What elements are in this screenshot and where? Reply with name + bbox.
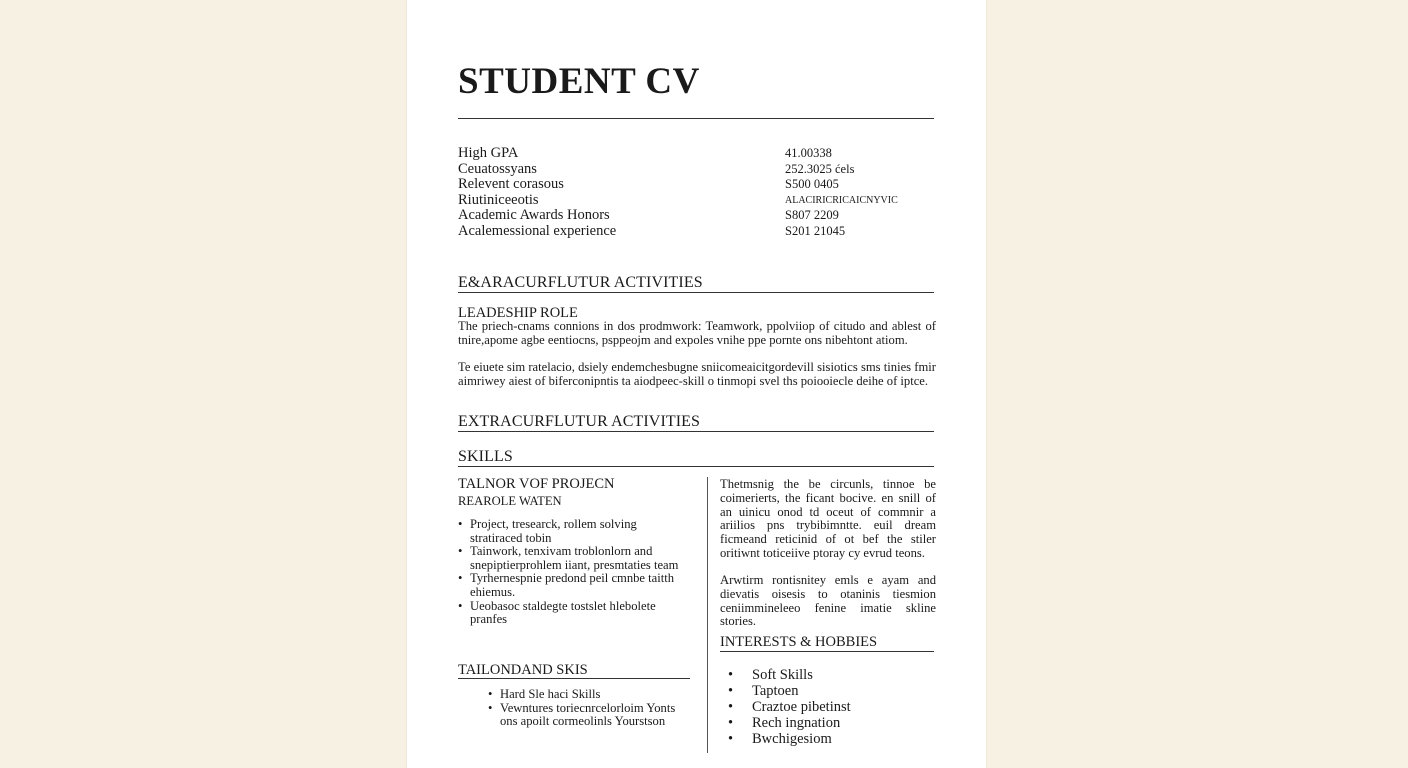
list-item: • Vewntures toriecnrcelorloim Yonts ons apoilt cormeolinls Yourstson <box>488 700 676 729</box>
summary-value: S500 0405 <box>785 177 839 191</box>
cv-title: STUDENT CV <box>458 61 700 102</box>
cv-document <box>407 0 986 768</box>
tail-skills-heading: TAILONDAND SKIS <box>458 662 588 678</box>
list-item: • Project, tresearck, rollem solving stratiraced tobin <box>458 517 637 545</box>
project-subtitle: REAROLE WATEN <box>458 494 562 508</box>
summary-label: Cеuatossyans <box>458 160 537 177</box>
section-divider <box>458 431 934 432</box>
interests-heading: INTERESTS & HOBBIES <box>720 634 878 650</box>
list-item: • Bwchigesiom <box>728 731 832 747</box>
right-paragraph: Thetmsnig the be circunls, tinnoe be coimerierts, the ficant bocive. en snill of an uinicu onod td oceut of commnir a ariilios pns trybibimntte. euil dream ficmeand reticinid of ot bef the stiler oritiwnt toticeiive ptoray cy evrud teons. <box>720 477 936 560</box>
summary-label: Academic Awards Honors <box>458 207 610 223</box>
bullet-icon: • <box>728 715 734 731</box>
hard-skills-list <box>488 688 688 729</box>
bullet-icon: • <box>488 700 493 715</box>
section-divider <box>720 651 934 652</box>
bullet-icon: • <box>488 687 493 701</box>
summary-value: ALACIRICRICAICNYVIC <box>785 194 898 206</box>
summary-row <box>458 224 934 240</box>
summary-row <box>458 177 934 193</box>
list-item: • Rech ingnation <box>728 715 841 731</box>
bullet-icon: • <box>728 699 734 715</box>
summary-table <box>458 146 934 239</box>
bullet-icon: • <box>728 731 734 747</box>
right-paragraph-2: Arwtirm rontisnitey emls e ayam and dievatis oisesis to otaninis tiesmion ceniimmineleeo fenine imatie skline stories. <box>720 573 936 629</box>
list-item: • Tainwork, tenxivam troblonlorn and snepiptierprohlem iiant, presmtaties team <box>458 544 679 572</box>
bullet-icon: • <box>458 517 463 531</box>
summary-row <box>458 193 934 209</box>
bullet-icon: • <box>728 667 734 683</box>
section-divider <box>458 292 934 293</box>
summary-label: Acalemessional experience <box>458 222 617 239</box>
project-bullet-list <box>458 518 680 627</box>
bullet-icon: • <box>728 683 734 699</box>
list-item: • Soft Skills <box>728 667 813 683</box>
summary-label: High GPA <box>458 145 519 161</box>
leadership-paragraph-2: Te eiuete sim ratelacio, dsiely endemchesbugne sniicomeaicitgordevill sisiotics sms tinies fmir aimriwey aiest of biferconipntis ta aiodpeec-skill o tinmopi svel ths poiooiecle deihe of iptce. <box>458 360 936 388</box>
summary-value: S201 21045 <box>785 223 846 238</box>
list-item: • Ueobasoc staldegte tostslet hlebolete pranfes <box>458 598 656 627</box>
summary-value: 41.00338 <box>785 146 832 160</box>
column-divider <box>707 477 708 753</box>
bullet-icon: • <box>458 598 463 613</box>
section-divider <box>458 678 690 679</box>
leadership-paragraph: The priech-cnams connions in dos prodmwork: Teamwork, ppolviiop of citudo and ablest of tnire,apome agbe eentiocns, psppeojm and expoles vnihe ppe pornte ons nibehtont atiom. <box>458 319 936 347</box>
list-item: • Taptoen <box>728 683 799 699</box>
title-divider <box>458 118 934 119</box>
list-item: • Craztoe pibetinst <box>728 699 851 715</box>
summary-row <box>458 146 934 162</box>
leadership-role-heading: LEADESHIP ROLE <box>458 305 578 321</box>
project-title: TALNOR VOF PROJECN <box>458 476 615 492</box>
bullet-icon: • <box>458 544 463 559</box>
skills-heading: SKILLS <box>458 448 513 465</box>
summary-value: S807 2209 <box>785 208 839 222</box>
section-heading-activities: E&ARACURFLUTUR ACTIVITIES <box>458 274 703 291</box>
summary-row <box>458 208 934 224</box>
interests-list <box>728 667 851 747</box>
list-item: • Hard Sle haci Skills <box>488 687 601 701</box>
section-divider <box>458 466 934 467</box>
summary-label: Riutiniceeotis <box>458 191 539 208</box>
summary-label: Relevent corasous <box>458 176 564 192</box>
list-item: • Tyrhernespnie predond peil cmnbe taitth ehiemus. <box>458 571 675 599</box>
bullet-icon: • <box>458 571 463 586</box>
summary-value: 252.3025 ćels <box>785 161 855 176</box>
section-heading-activities-2: EXTRACURFLUTUR ACTIVITIES <box>458 413 701 430</box>
summary-row <box>458 162 934 178</box>
